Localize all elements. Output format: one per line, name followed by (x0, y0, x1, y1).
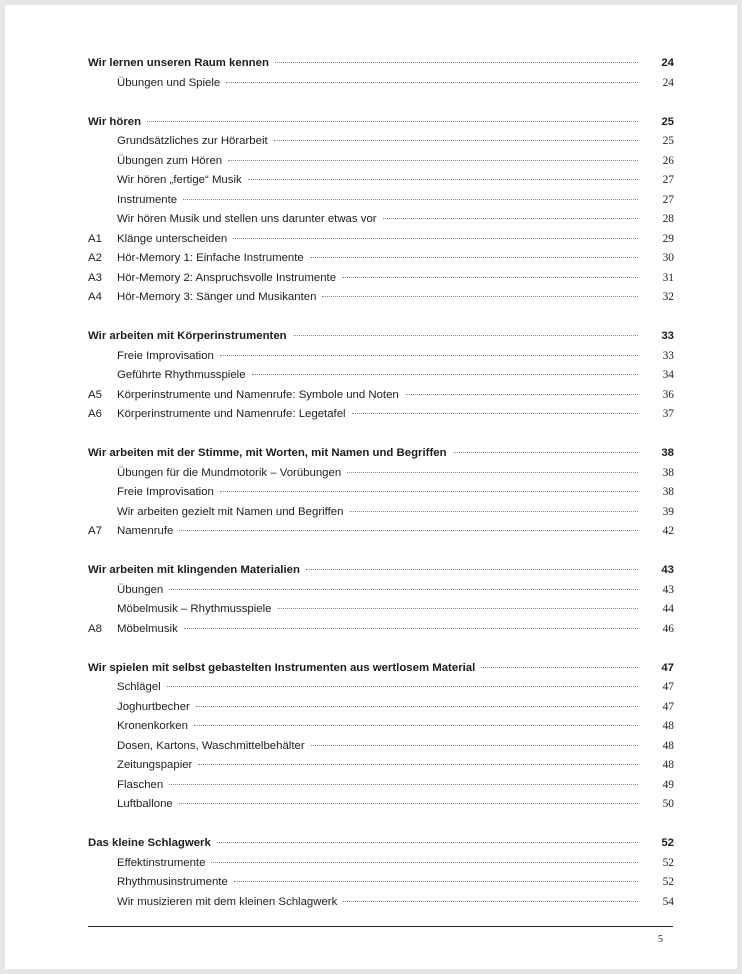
toc-entry-title: Wir hören „fertige“ Musik (117, 174, 242, 186)
dot-leader (342, 276, 638, 278)
toc-entry-page-number: 33 (662, 349, 674, 362)
toc-entry-title: Freie Improvisation (117, 349, 214, 362)
toc-entry (84, 795, 674, 815)
dot-leader (349, 510, 638, 512)
toc-entry-page-number: 47 (661, 661, 674, 674)
dot-leader (306, 568, 638, 570)
toc-entry-title: Körperinstrumente und Namenrufe: Legetafel (117, 408, 346, 420)
dot-leader (311, 744, 638, 746)
dot-leader (310, 256, 638, 258)
toc-entry-title: Dosen, Kartons, Waschmittelbehälter (117, 739, 305, 752)
toc-entry-title: Übungen zum Hören (117, 154, 223, 167)
dot-leader (169, 783, 638, 785)
toc-entry-title: Freie Improvisation (117, 486, 214, 498)
toc-entry-page-number: 48 (662, 739, 674, 752)
toc-entry-page-number: 50 (662, 798, 674, 810)
toc-entry-title: Kronenkorken (117, 720, 188, 732)
toc-entry (84, 74, 674, 94)
toc-entry (84, 171, 674, 191)
dot-leader (211, 861, 638, 863)
page-number: 5 (658, 934, 663, 945)
toc-entry (84, 873, 674, 893)
toc-section-heading (84, 561, 674, 581)
toc-entry-title: Zeitungspapier (117, 759, 193, 771)
toc-entry-title: Wir spielen mit selbst gebastelten Instrumenten aus wertlosem Material (88, 661, 476, 674)
dot-leader (383, 217, 638, 219)
dot-leader (293, 334, 638, 336)
toc-entry-page-number: 32 (662, 291, 674, 303)
dot-leader (217, 841, 638, 843)
toc-entry-page-number: 52 (662, 876, 674, 888)
dot-leader (220, 490, 638, 492)
toc-entry-title: Wir hören Musik und stellen uns darunter etwas vor (117, 213, 377, 225)
toc-entry-title: Wir hören (88, 115, 142, 128)
toc-entry-page-number: 43 (662, 583, 674, 596)
dot-leader (252, 373, 638, 375)
toc-entry-title: Rhythmusinstrumente (117, 876, 228, 888)
dot-leader (277, 607, 638, 609)
toc-entry (84, 483, 674, 503)
toc-entry-title: Schlägel (117, 681, 161, 693)
toc-entry (84, 366, 674, 386)
toc-entry-title: Hör-Memory 2: Anspruchsvolle Instrumente (117, 271, 337, 284)
toc-entry-title: Geführte Rhythmusspiele (117, 369, 246, 381)
dot-leader (275, 61, 638, 63)
toc-entry-title: Möbelmusik (117, 622, 178, 635)
toc-section-heading (84, 659, 674, 679)
toc-entry-page-number: 37 (662, 408, 674, 420)
section-spacer (84, 639, 674, 659)
dot-leader (198, 763, 638, 765)
toc-entry-title: Joghurtbecher (117, 700, 190, 713)
toc-entry-title: Körperinstrumente und Namenrufe: Symbole und Noten (117, 388, 399, 401)
toc-entry-page-number: 25 (661, 115, 674, 128)
toc-entry-page-number: 31 (662, 271, 674, 284)
toc-entry (84, 522, 674, 542)
toc-entry (84, 132, 674, 152)
toc-entry-page-number: 27 (662, 193, 674, 206)
toc-entry-page-number: 38 (662, 486, 674, 498)
toc-entry (84, 737, 674, 757)
dot-leader (184, 627, 638, 629)
toc-entry-title: Das kleine Schlagwerk (88, 837, 211, 849)
toc-entry-page-number: 44 (662, 603, 674, 615)
toc-entry-page-number: 48 (662, 720, 674, 732)
toc-entry-code: A3 (88, 271, 102, 284)
dot-leader (147, 120, 638, 122)
dot-leader (405, 393, 638, 395)
toc-entry (84, 152, 674, 172)
toc-entry (84, 288, 674, 308)
dot-leader (233, 237, 638, 239)
toc-entry (84, 386, 674, 406)
dot-leader (234, 880, 638, 882)
toc-entry-code: A6 (88, 408, 102, 420)
toc-entry-page-number: 49 (662, 778, 674, 791)
toc-entry-page-number: 52 (662, 856, 674, 869)
toc-entry-title: Wir arbeiten mit der Stimme, mit Worten, mit Namen und Begriffen (88, 447, 447, 459)
toc-entry-page-number: 47 (662, 681, 674, 693)
toc-entry (84, 581, 674, 601)
toc-entry-page-number: 36 (662, 388, 674, 401)
toc-entry-page-number: 42 (662, 525, 674, 537)
toc-entry (84, 893, 674, 913)
toc-entry (84, 776, 674, 796)
section-spacer (84, 542, 674, 562)
toc-entry-page-number: 26 (662, 154, 674, 167)
dot-leader (481, 666, 638, 668)
dot-leader (248, 178, 638, 180)
toc-entry-title: Wir arbeiten gezielt mit Namen und Begriffen (117, 505, 344, 518)
toc-entry-code: A7 (88, 525, 102, 537)
toc-entry-title: Luftballone (117, 798, 173, 810)
toc-entry-page-number: 34 (662, 369, 674, 381)
toc-entry-page-number: 25 (662, 135, 674, 147)
dot-leader (167, 685, 638, 687)
toc-entry-page-number: 24 (661, 57, 674, 69)
dot-leader (274, 139, 638, 141)
toc-entry (84, 756, 674, 776)
toc-entry (84, 717, 674, 737)
toc-entry-page-number: 38 (662, 466, 674, 479)
toc-entry-page-number: 33 (661, 330, 674, 342)
toc-entry-code: A2 (88, 252, 102, 264)
toc-entry-code: A1 (88, 232, 102, 245)
toc-entry-page-number: 43 (661, 564, 674, 576)
toc-entry (84, 678, 674, 698)
toc-section-heading (84, 444, 674, 464)
toc-entry-code: A5 (88, 388, 102, 401)
toc-entry-page-number: 28 (662, 213, 674, 225)
section-spacer (84, 425, 674, 445)
toc-entry-title: Wir musizieren mit dem kleinen Schlagwerk (117, 895, 338, 908)
dot-leader (194, 724, 638, 726)
toc-entry-title: Hör-Memory 3: Sänger und Musikanten (117, 291, 317, 303)
toc-entry (84, 620, 674, 640)
toc-entry-page-number: 54 (662, 895, 674, 908)
section-spacer (84, 308, 674, 328)
toc-entry-page-number: 39 (662, 505, 674, 518)
toc-entry-title: Wir lernen unseren Raum kennen (88, 57, 269, 69)
dot-leader (179, 802, 638, 804)
toc-entry-page-number: 27 (662, 174, 674, 186)
toc-entry-title: Grundsätzliches zur Hörarbeit (117, 135, 268, 147)
toc-entry-title: Wir arbeiten mit klingenden Materialien (88, 564, 300, 576)
toc-entry (84, 464, 674, 484)
toc-entry-title: Hör-Memory 1: Einfache Instrumente (117, 252, 304, 264)
dot-leader (343, 900, 638, 902)
toc-entry-page-number: 48 (662, 759, 674, 771)
toc-entry-title: Flaschen (117, 778, 164, 791)
dot-leader (226, 81, 638, 83)
dot-leader (453, 451, 638, 453)
toc-entry (84, 210, 674, 230)
toc-entry-code: A4 (88, 291, 102, 303)
table-of-contents (84, 54, 674, 912)
toc-entry-page-number: 52 (661, 837, 674, 849)
toc-entry-title: Effektinstrumente (117, 856, 206, 869)
toc-entry (84, 249, 674, 269)
toc-entry (84, 600, 674, 620)
toc-entry-title: Namenrufe (117, 525, 174, 537)
toc-entry (84, 854, 674, 874)
toc-entry-page-number: 38 (661, 447, 674, 459)
toc-entry-page-number: 30 (662, 252, 674, 264)
section-spacer (84, 815, 674, 835)
dot-leader (322, 295, 638, 297)
dot-leader (183, 198, 638, 200)
toc-entry (84, 503, 674, 523)
toc-entry-title: Klänge unterscheiden (117, 232, 228, 245)
toc-section-heading (84, 327, 674, 347)
toc-entry (84, 191, 674, 211)
dot-leader (169, 588, 638, 590)
toc-entry-title: Übungen für die Mundmotorik – Vorübungen (117, 466, 342, 479)
toc-entry-title: Wir arbeiten mit Körperinstrumenten (88, 330, 287, 342)
toc-entry-page-number: 24 (662, 76, 674, 89)
toc-entry-page-number: 29 (662, 232, 674, 245)
toc-entry (84, 347, 674, 367)
dot-leader (228, 159, 638, 161)
toc-entry-page-number: 46 (662, 622, 674, 635)
section-spacer (84, 93, 674, 113)
toc-section-heading (84, 113, 674, 133)
dot-leader (196, 705, 638, 707)
dot-leader (347, 471, 638, 473)
toc-entry (84, 230, 674, 250)
toc-entry-code: A8 (88, 622, 102, 635)
toc-entry-page-number: 47 (662, 700, 674, 713)
toc-section-heading (84, 834, 674, 854)
toc-entry-title: Instrumente (117, 193, 178, 206)
footer-rule (88, 926, 673, 927)
toc-entry-title: Übungen und Spiele (117, 76, 221, 89)
toc-entry (84, 698, 674, 718)
toc-entry (84, 269, 674, 289)
toc-section-heading (84, 54, 674, 74)
toc-entry (84, 405, 674, 425)
toc-entry-title: Übungen (117, 583, 164, 596)
dot-leader (220, 354, 638, 356)
dot-leader (179, 529, 638, 531)
dot-leader (352, 412, 638, 414)
toc-entry-title: Möbelmusik – Rhythmusspiele (117, 603, 272, 615)
